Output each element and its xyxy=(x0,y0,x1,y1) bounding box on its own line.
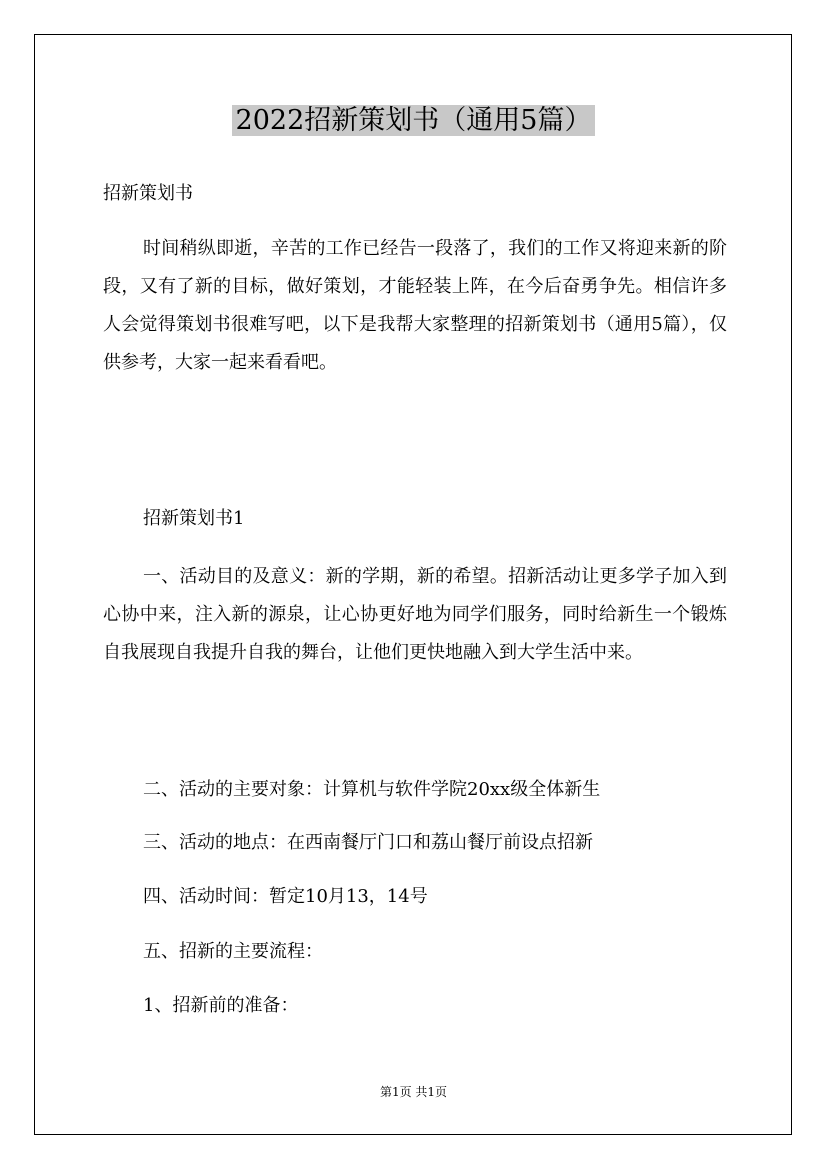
paragraph-item-4: 四、活动时间：暂定10月13，14号 xyxy=(143,886,428,907)
section-title: 招新策划书1 xyxy=(143,508,245,529)
intro-paragraph: 时间稍纵即逝，辛苦的工作已经告一段落了，我们的工作又将迎来新的阶段，又有了新的目标，做好策划，才能轻装上阵，在今后奋勇争先。相信许多人会觉得策划书很难写吧，以下是我帮大家整理的招新策划书（通用5篇），仅供参考，大家一起来看看吧。 xyxy=(103,238,727,373)
subtitle: 招新策划书 xyxy=(103,183,193,204)
paragraph-item-1: 一、活动目的及意义：新的学期，新的希望。招新活动让更多学子加入到心协中来，注入新的源泉，让心协更好地为同学们服务，同时给新生一个锻炼自我展现自我提升自我的舞台，让他们更快地融入到大学生活中来。 xyxy=(103,566,727,663)
document-title-text: 2022招新策划书（通用5篇） xyxy=(232,105,596,136)
document-title xyxy=(0,101,827,141)
paragraph-item-2: 二、活动的主要对象：计算机与软件学院20xx级全体新生 xyxy=(143,779,601,800)
page-footer: 第1页 共1页 xyxy=(379,1085,448,1099)
paragraph-item-3: 三、活动的地点：在西南餐厅门口和荔山餐厅前设点招新 xyxy=(143,832,593,853)
paragraph-item-6: 1、招新前的准备： xyxy=(143,995,299,1016)
paragraph-item-5: 五、招新的主要流程： xyxy=(143,941,323,962)
